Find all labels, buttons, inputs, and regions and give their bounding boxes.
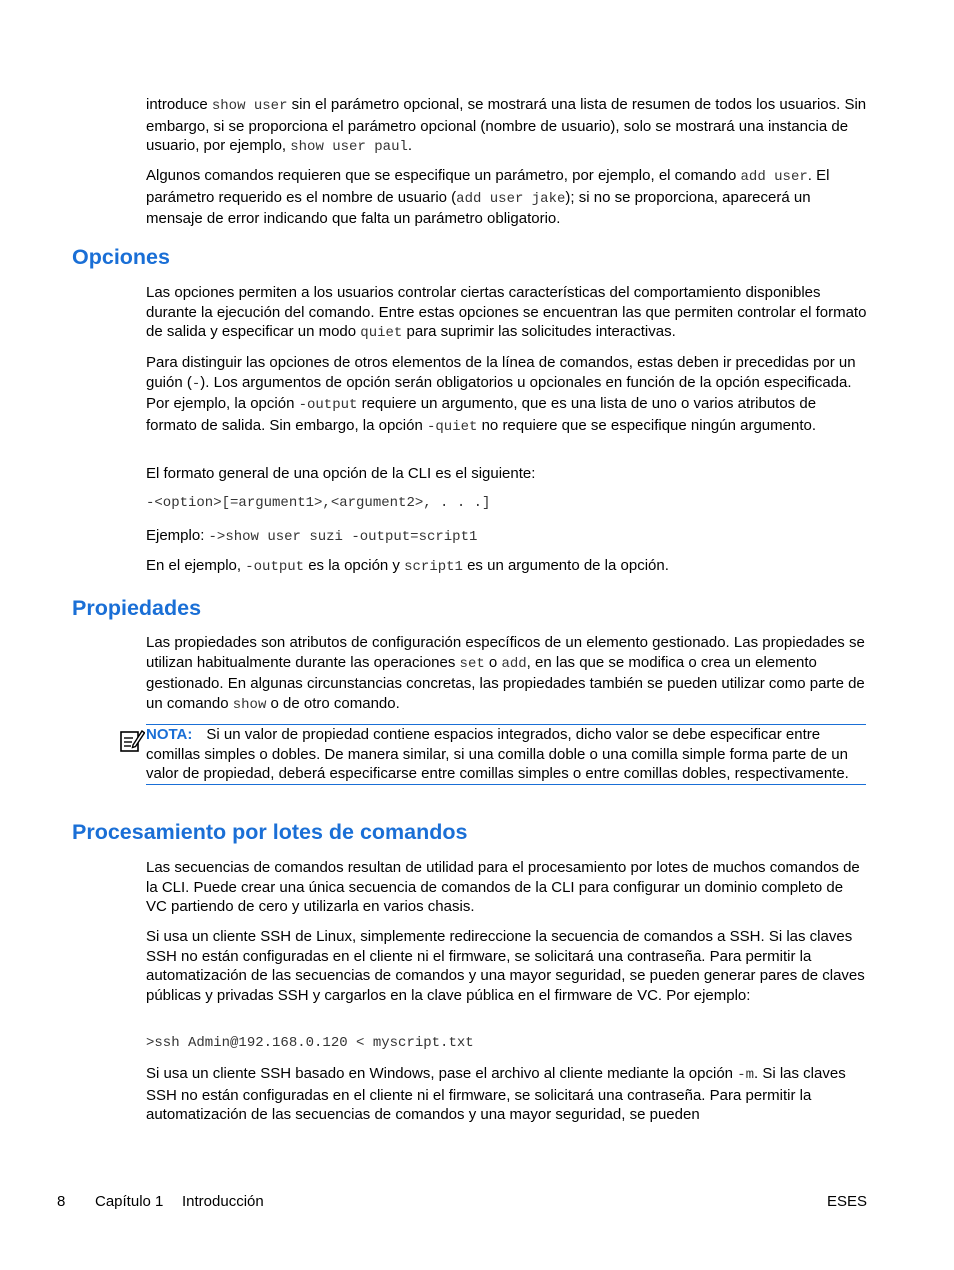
section-heading-opciones: Opciones [72,245,170,269]
opciones-paragraph-4: En el ejemplo, -output es la opción y script1 es un argumento de la opción. [146,557,669,575]
page-number: 8 [57,1193,66,1210]
note-text: NOTA: Si un valor de propiedad contiene espacios integrados, dicho valor se debe especificar entre comillas simples o dobles. De manera similar, si una comilla doble o una comilla simple forma parte de un valor de propiedad, deberá especificarse entre comillas simples o entre comillas dobles, respectivamente. [146,726,849,782]
ssh-command-code: >ssh Admin@192.168.0.120 < myscript.txt [146,1035,474,1051]
footer-chapter-title: Introducción [182,1193,264,1210]
opciones-paragraph-2: Para distinguir las opciones de otros elementos de la línea de comandos, estas deben ir precedidas por un guión (-). Los argumentos de opción serán obligatorios u opcionales en función de la opción especificada. Por ejemplo, la opción -output requiere un argumento, que es una lista de uno o varios atributos de formato de salida. Sin embargo, la opción -quiet no requiere que se especifique ningún argumento. [146,354,856,435]
lotes-paragraph-3: Si usa un cliente SSH basado en Windows, pase el archivo al cliente mediante la opción -m. Si las claves SSH no están configuradas en el cliente ni el firmware, se solicitará una contraseña. Para permitir la automatización de las secuencias de comandos y una mayor seguridad, se pueden [146,1065,846,1123]
note-label: NOTA: [146,726,193,743]
footer-chapter: Capítulo 1 [95,1193,164,1210]
lotes-paragraph-1: Las secuencias de comandos resultan de utilidad para el procesamiento por lotes de muchos comandos de la CLI. Puede crear una única secuencia de comandos de la CLI para configurar un dominio completo de VC partiendo de cero y utilizarla en varios chasis. [146,859,860,915]
option-syntax-code: -<option>[=argument1>,<argument2>, . . .] [146,495,491,511]
footer-locale: ESES [826,1193,867,1210]
opciones-paragraph-3: El formato general de una opción de la CLI es el siguiente: [146,465,536,482]
lotes-paragraph-2: Si usa un cliente SSH de Linux, simplemente redireccione la secuencia de comandos a SSH. Si las claves SSH no están configuradas en el cliente ni el firmware, se solicitará una contraseña. Para permitir la automatización de las secuencias de comandos y una mayor seguridad, se pueden generar pares de claves públicas y privadas SSH y cargarlos en la clave pública en el firmware de VC. Por ejemplo: [146,928,865,1004]
section-heading-lotes: Procesamiento por lotes de comandos [72,820,468,844]
intro-paragraph-1: introduce show user sin el parámetro opcional, se mostrará una lista de resumen de todos los usuarios. Sin embargo, si se proporciona el parámetro opcional (nombre de usuario), solo se mostrará una instancia de usuario, por ejemplo, show user paul. [146,96,867,155]
propiedades-paragraph-1: Las propiedades son atributos de configuración específicos de un elemento gestionado. Las propiedades se utilizan habitualmente durante las operaciones set o add, en las que se modifica o crea un elemento gestionado. En algunas circunstancias concretas, las propiedades también se pueden utilizar como parte de un comando show o de otro comando. [146,634,865,713]
section-heading-propiedades: Propiedades [72,596,202,620]
opciones-paragraph-1: Las opciones permiten a los usuarios controlar ciertas características del comportamiento disponibles durante la ejecución del comando. Entre estas opciones se encuentran las que permiten controlar el formato de salida y especificar un modo quiet para suprimir las solicitudes interactivas. [146,284,867,341]
note-pencil-icon [119,727,145,753]
opciones-example: Ejemplo: ->show user suzi -output=script1 [146,527,478,545]
intro-paragraph-2: Algunos comandos requieren que se especifique un parámetro, por ejemplo, el comando add user. El parámetro requerido es el nombre de usuario (add user jake); si no se proporciona, aparecerá un mensaje de error indicando que falta un parámetro obligatorio. [146,167,830,227]
note-box [146,724,866,785]
